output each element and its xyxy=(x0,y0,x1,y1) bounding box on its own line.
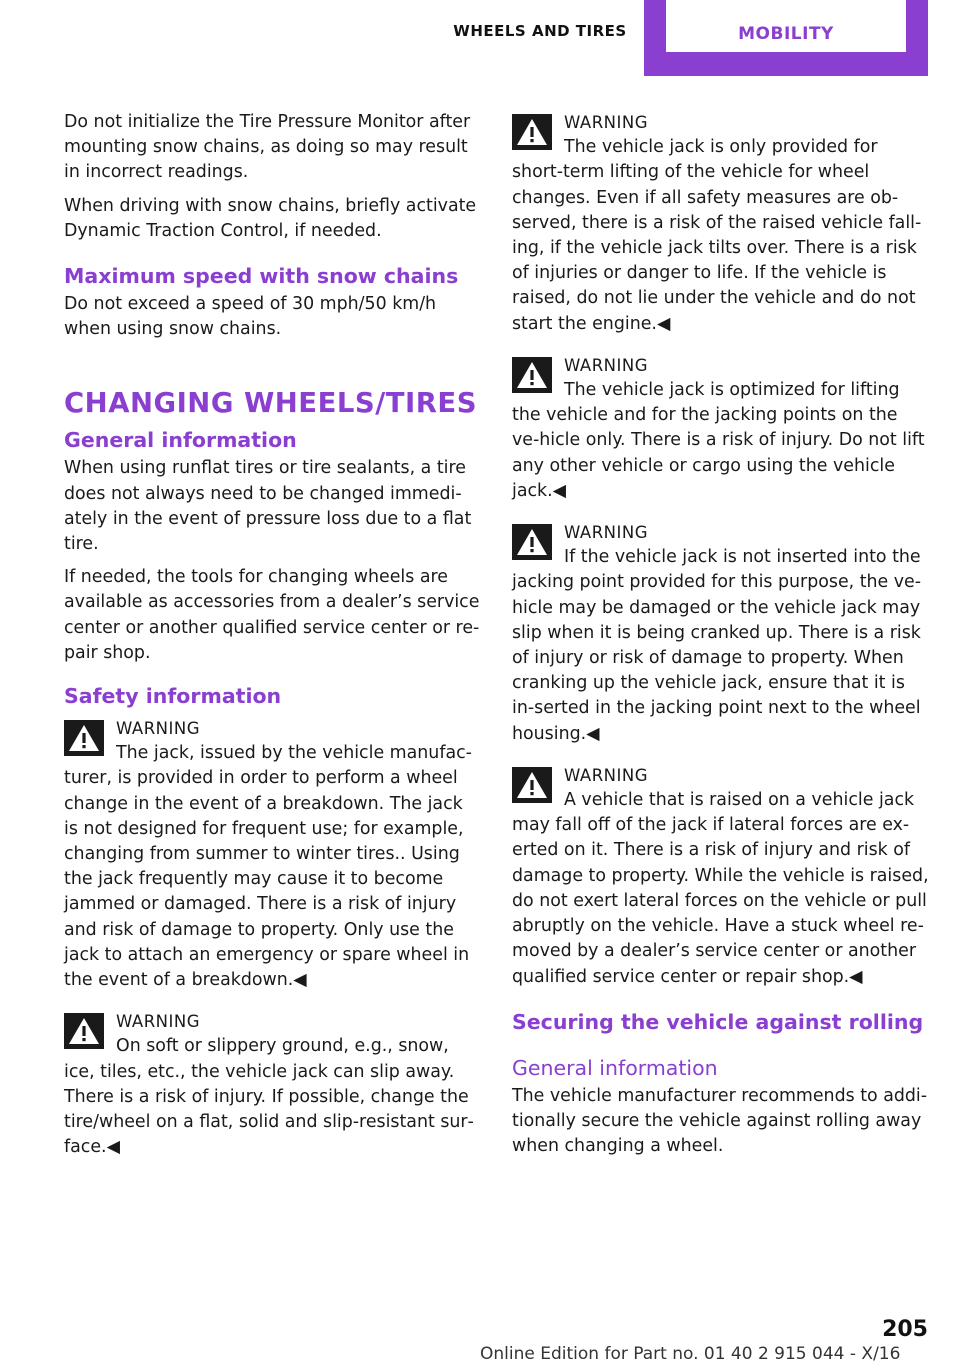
subheading-general-information: General information xyxy=(64,428,297,453)
subheading-safety-information: Safety information xyxy=(64,684,282,709)
running-header-section: WHEELS AND TIRES xyxy=(453,22,627,40)
page-number: 205 xyxy=(882,1317,928,1342)
warning-text: The vehicle jack is only provided for short-term lifting of the vehicle for wheel changes. Even if all safety measures are ob‐served, there is a risk of the raised vehicle fall‐ing, if the vehicle jack tilts over. There is a risk of injuries or danger to life. If the vehicle is raised, do not lie under the vehicle and do not start the engine.◀ xyxy=(512,137,922,334)
warning-text: A vehicle that is raised on a vehicle jack may fall off of the jack if lateral forces are ex‐erted on it. There is a risk of injury and risk of damage to property. While the vehicle is raised, do not exert lateral forces on the vehicle or pull abruptly on the vehicle. Have a stuck wheel re‐moved by a dealer’s service center or another qualified service center or repair shop.◀ xyxy=(512,790,929,987)
section-heading-changing-wheels: CHANGING WHEELS/TIRES xyxy=(64,387,478,420)
warning-label: WARNING xyxy=(564,765,649,785)
warning-text: The vehicle jack is optimized for lifting the vehicle and for the jacking points on the ve‐hicle only. There is a risk of injury. Do not lift any other vehicle or cargo using the vehicle jack.◀ xyxy=(512,380,925,501)
warning-label: WARNING xyxy=(116,1012,201,1032)
warning-block xyxy=(512,520,930,747)
warning-icon xyxy=(64,720,104,756)
warning-icon xyxy=(512,357,552,393)
warning-icon xyxy=(512,114,552,150)
warning-text: The jack, issued by the vehicle manufac‐turer, is provided in order to perform a wheel change in the event of a breakdown. The jack is not designed for frequent use; for example, changing from summer to winter tires.. Using the jack frequently may cause it to become jammed or damaged. There is a risk of injury and risk of damage to property. Only use the jack to attach an emergency or spare wheel in the event of a breakdown.◀ xyxy=(64,743,472,991)
paragraph: When using runflat tires or tire sealants, a tire does not always need to be changed immedi‐ately in the event of pressure loss due to a flat tire. xyxy=(64,458,472,555)
subheading-securing-vehicle: Securing the vehicle against rolling xyxy=(512,1009,924,1034)
warning-block xyxy=(512,110,930,337)
warning-label: WARNING xyxy=(116,719,201,739)
paragraph: Do not initialize the Tire Pressure Monitor after mounting snow chains, as doing so may result in incorrect readings. xyxy=(64,112,471,183)
chapter-tab-label: MOBILITY xyxy=(666,0,906,52)
paragraph: If needed, the tools for changing wheels are available as accessories from a dealer’s service center or another qualified service center or re‐pair shop. xyxy=(64,567,480,663)
chapter-tab xyxy=(644,0,928,76)
warning-block xyxy=(512,353,930,504)
warning-block xyxy=(64,1009,482,1160)
paragraph: Do not exceed a speed of 30 mph/50 km/h when using snow chains. xyxy=(64,294,437,340)
warning-icon xyxy=(64,1013,104,1049)
warning-label: WARNING xyxy=(564,523,649,543)
edition-footer: Online Edition for Part no. 01 40 2 915 044 - X/16 xyxy=(480,1344,901,1364)
right-column xyxy=(512,110,930,1167)
warning-icon xyxy=(512,767,552,803)
warning-text: On soft or slippery ground, e.g., snow, ice, tiles, etc., the vehicle jack can slip away. There is a risk of injury. If possible, change the tire/wheel on a flat, solid and slip-resistant sur‐face.◀ xyxy=(64,1036,474,1158)
paragraph: When driving with snow chains, briefly activate Dynamic Traction Control, if needed. xyxy=(64,195,477,241)
subheading-general-information: General information xyxy=(512,1055,718,1080)
warning-text: If the vehicle jack is not inserted into the jacking point provided for this purpose, the ve‐hicle may be damaged or the vehicle jack may slip when it is being cranked up. There is a risk of injury or risk of damage to property. When cranking up the vehicle jack, ensure that it is in‐serted in the jacking point next to the wheel housing.◀ xyxy=(512,547,922,744)
subheading-max-speed: Maximum speed with snow chains xyxy=(64,264,459,289)
paragraph: The vehicle manufacturer recommends to addi‐tionally secure the vehicle against rolling away when changing a wheel. xyxy=(512,1085,928,1157)
warning-block xyxy=(512,763,930,990)
warning-block xyxy=(64,716,482,993)
left-column xyxy=(64,110,482,1177)
warning-icon xyxy=(512,524,552,560)
warning-label: WARNING xyxy=(564,355,649,375)
warning-label: WARNING xyxy=(564,113,649,132)
